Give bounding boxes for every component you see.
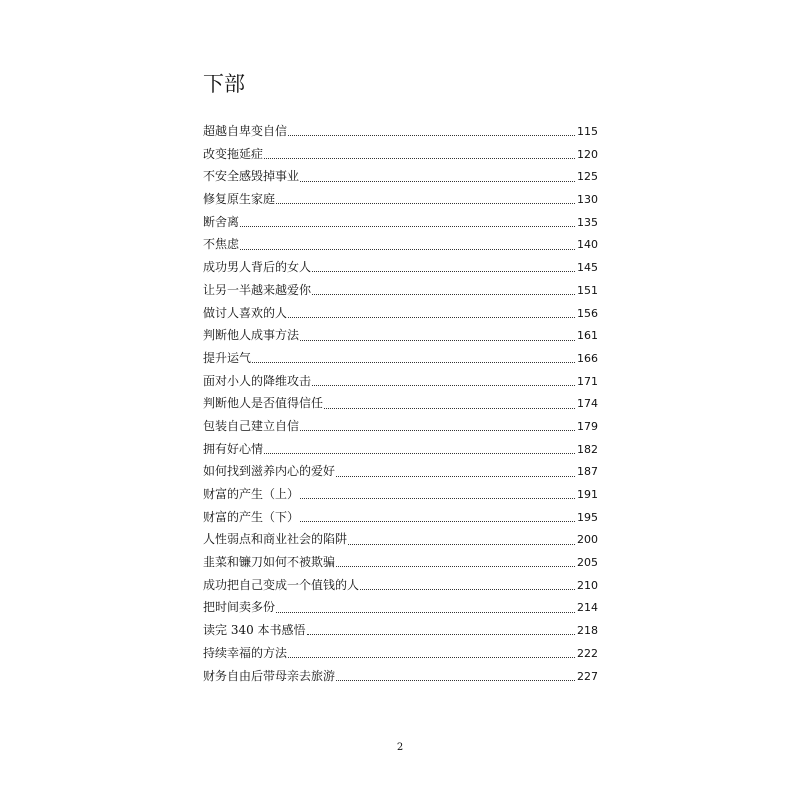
toc-entry-title: 做讨人喜欢的人 bbox=[203, 305, 288, 320]
toc-entry[interactable] bbox=[203, 347, 598, 370]
page-title: 下部 bbox=[203, 72, 245, 96]
toc-entry-page: 195 bbox=[577, 510, 598, 524]
toc-entry-page: 200 bbox=[577, 533, 598, 547]
dot-leader bbox=[336, 475, 575, 477]
toc-entry-title: 判断他人是否值得信任 bbox=[203, 396, 324, 411]
dot-leader bbox=[288, 656, 575, 658]
toc-entry-title: 断舍离 bbox=[203, 214, 240, 229]
toc-entry[interactable] bbox=[203, 665, 598, 688]
dot-leader bbox=[300, 429, 575, 431]
toc-entry-title: 超越自卑变自信 bbox=[203, 124, 288, 138]
toc-entry-page: 156 bbox=[577, 306, 598, 320]
toc-entry[interactable] bbox=[203, 256, 598, 279]
toc-entry[interactable] bbox=[203, 302, 598, 325]
toc-entry[interactable] bbox=[203, 619, 598, 642]
toc-entry[interactable] bbox=[203, 392, 598, 415]
dot-leader bbox=[324, 407, 575, 409]
toc-entry-page: 222 bbox=[577, 646, 598, 660]
toc-entry-page: 130 bbox=[577, 193, 598, 207]
toc-entry[interactable] bbox=[203, 438, 598, 461]
toc-entry-title: 不焦虑 bbox=[203, 237, 240, 252]
toc-entry[interactable] bbox=[203, 415, 598, 438]
toc-entry-page: 187 bbox=[577, 465, 598, 479]
toc-entry[interactable] bbox=[203, 460, 598, 483]
toc-entry[interactable] bbox=[203, 279, 598, 302]
dot-leader bbox=[300, 520, 575, 522]
toc-entry-page: 218 bbox=[577, 624, 598, 638]
dot-leader bbox=[348, 543, 575, 545]
dot-leader bbox=[288, 134, 575, 136]
toc-entry-page: 115 bbox=[577, 125, 598, 138]
toc-entry-title: 财务自由后带母亲去旅游 bbox=[203, 668, 336, 683]
toc-entry[interactable] bbox=[203, 574, 598, 597]
dot-leader bbox=[276, 202, 575, 204]
toc-entry-page: 145 bbox=[577, 261, 598, 275]
dot-leader bbox=[276, 611, 575, 613]
toc-entry[interactable] bbox=[203, 528, 598, 551]
dot-leader bbox=[300, 497, 575, 499]
toc-entry-page: 135 bbox=[577, 215, 598, 229]
toc-entry-page: 151 bbox=[577, 283, 598, 297]
toc-entry-page: 205 bbox=[577, 556, 598, 570]
dot-leader bbox=[252, 361, 575, 363]
toc-entry[interactable] bbox=[203, 324, 598, 347]
toc-entry-title: 财富的产生（下） bbox=[203, 509, 300, 524]
toc-entry-page: 227 bbox=[577, 669, 598, 683]
toc-entry-title: 改变拖延症 bbox=[203, 146, 264, 161]
toc-entry-page: 174 bbox=[577, 397, 598, 411]
toc-entry[interactable] bbox=[203, 370, 598, 393]
dot-leader bbox=[312, 384, 575, 386]
toc-entry[interactable] bbox=[203, 483, 598, 506]
toc-entry-title: 不安全感毁掉事业 bbox=[203, 169, 300, 184]
table-of-contents bbox=[203, 120, 598, 687]
dot-leader bbox=[307, 633, 575, 635]
toc-entry[interactable] bbox=[203, 506, 598, 529]
toc-entry[interactable] bbox=[203, 596, 598, 619]
toc-entry[interactable] bbox=[203, 120, 598, 143]
dot-leader bbox=[300, 339, 575, 341]
toc-entry-title: 修复原生家庭 bbox=[203, 192, 276, 207]
toc-entry[interactable] bbox=[203, 143, 598, 166]
toc-entry-page: 214 bbox=[577, 601, 598, 615]
dot-leader bbox=[312, 293, 575, 295]
dot-leader bbox=[264, 157, 575, 159]
toc-entry[interactable] bbox=[203, 211, 598, 234]
toc-entry-page: 166 bbox=[577, 351, 598, 365]
toc-entry-title: 财富的产生（上） bbox=[203, 487, 300, 501]
dot-leader bbox=[336, 565, 575, 567]
page-number: 2 bbox=[396, 742, 404, 753]
toc-entry-title: 面对小人的降维攻击 bbox=[203, 373, 312, 388]
toc-entry[interactable] bbox=[203, 165, 598, 188]
dot-leader bbox=[360, 588, 575, 590]
toc-entry-title: 人性弱点和商业社会的陷阱 bbox=[203, 532, 348, 547]
toc-entry[interactable] bbox=[203, 551, 598, 574]
toc-entry-page: 140 bbox=[577, 238, 598, 252]
toc-entry-title: 成功男人背后的女人 bbox=[203, 260, 312, 275]
toc-entry-page: 179 bbox=[577, 419, 598, 433]
toc-entry-page: 120 bbox=[577, 147, 598, 161]
toc-entry[interactable] bbox=[203, 642, 598, 665]
dot-leader bbox=[336, 679, 575, 681]
toc-entry-title: 韭菜和镰刀如何不被欺骗 bbox=[203, 555, 336, 570]
toc-entry-page: 210 bbox=[577, 578, 598, 592]
toc-entry-page: 171 bbox=[577, 374, 598, 388]
toc-entry-title: 如何找到滋养内心的爱好 bbox=[203, 464, 336, 479]
toc-entry[interactable] bbox=[203, 233, 598, 256]
toc-entry-page: 161 bbox=[577, 329, 598, 343]
toc-entry-title: 持续幸福的方法 bbox=[203, 645, 288, 660]
dot-leader bbox=[288, 316, 575, 318]
toc-entry-title: 读完 340 本书感悟 bbox=[203, 623, 306, 638]
toc-entry-page: 125 bbox=[577, 170, 598, 184]
dot-leader bbox=[240, 225, 575, 227]
dot-leader bbox=[264, 452, 575, 454]
toc-entry-title: 让另一半越来越爱你 bbox=[203, 282, 312, 297]
toc-entry-title: 提升运气 bbox=[203, 350, 252, 365]
toc-entry-title: 成功把自己变成一个值钱的人 bbox=[203, 577, 360, 592]
dot-leader bbox=[300, 180, 575, 182]
toc-entry[interactable] bbox=[203, 188, 598, 211]
toc-entry-title: 把时间卖多份 bbox=[203, 600, 276, 615]
toc-entry-page: 182 bbox=[577, 442, 598, 456]
toc-entry-page: 191 bbox=[577, 488, 598, 501]
toc-entry-title: 包装自己建立自信 bbox=[203, 418, 300, 433]
toc-entry-title: 拥有好心情 bbox=[203, 441, 264, 456]
dot-leader bbox=[312, 270, 575, 272]
dot-leader bbox=[240, 248, 575, 250]
toc-entry-title: 判断他人成事方法 bbox=[203, 328, 300, 343]
